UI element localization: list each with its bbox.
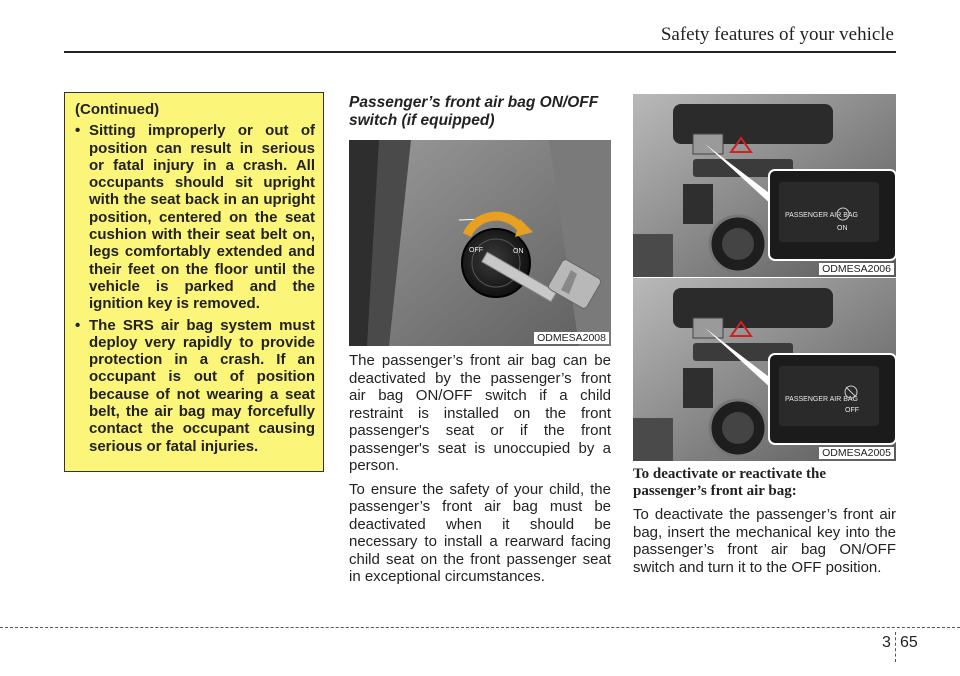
dashboard-photo-on: [633, 94, 896, 277]
dashboard-on-illustration: [633, 94, 896, 277]
warning-item: • Sitting improperly or out of position can result in serious or fatal injury in a crash. All occupants should sit upright with the seat back in an upright position, centered on the seat cushion with their seat belt on, legs comfortably extended and their feet on the floor until the vehicle is parked and the ignition key is removed.: [75, 122, 315, 312]
body-paragraph: To ensure the safety of your child, the passenger’s front air bag must be deactivated when it should be necessary to install a rearward facing child seat on the front passenger seat in exceptional circumstances.: [349, 480, 611, 585]
footer-rule: [0, 627, 960, 628]
section-column: [349, 94, 611, 130]
page-header-title: Safety features of your vehicle: [660, 24, 894, 45]
switch-photo: [349, 140, 611, 346]
chapter-number: 3: [882, 634, 891, 651]
airbag-switch-illustration: [349, 140, 611, 346]
photo-code-label: ODMESA2008: [534, 332, 609, 344]
header-rule: [64, 51, 896, 53]
page-number: 65: [900, 634, 918, 651]
section-title: Passenger’s front air bag ON/OFF switch (if equipped): [349, 94, 599, 129]
deactivate-heading: To deactivate or reactivate the passenger’s front air bag:: [633, 466, 827, 499]
warning-item: • The SRS air bag system must deploy very rapidly to provide protection in a crash. If an occupant is out of position because of not wearing a seat belt, the air bag may forcefully contact the occupant causing serious or fatal injuries.: [75, 317, 315, 455]
dashboard-photo-off: [633, 278, 896, 461]
switch-on-label: ON: [513, 248, 524, 255]
photo-code-label: ODMESA2005: [819, 447, 894, 459]
photo-code-label: ODMESA2006: [819, 263, 894, 275]
section-body: [349, 352, 611, 592]
indicator-label: PASSENGER AIR BAG: [785, 212, 859, 219]
indicator-state: ON: [837, 225, 848, 232]
body-paragraph: The passenger’s front air bag can be deactivated by the passenger’s front air bag ON/OFF switch if a child restraint is installed on the front passenger's seat or if the front passenger's seat is unoccupied by a person.: [349, 352, 611, 474]
switch-off-label: OFF: [469, 247, 483, 254]
page-number-separator: [895, 632, 897, 662]
dashboard-off-illustration: [633, 278, 896, 461]
deactivate-section: [633, 466, 896, 582]
deactivate-paragraph: To deactivate the passenger’s front air bag, insert the mechanical key into the passenger’s front air bag ON/OFF switch and turn it to the OFF position.: [633, 506, 896, 576]
warning-box: [64, 92, 324, 472]
indicator-label: PASSENGER AIR BAG: [785, 396, 859, 403]
warning-title: (Continued): [75, 101, 160, 118]
indicator-state: OFF: [845, 407, 859, 414]
